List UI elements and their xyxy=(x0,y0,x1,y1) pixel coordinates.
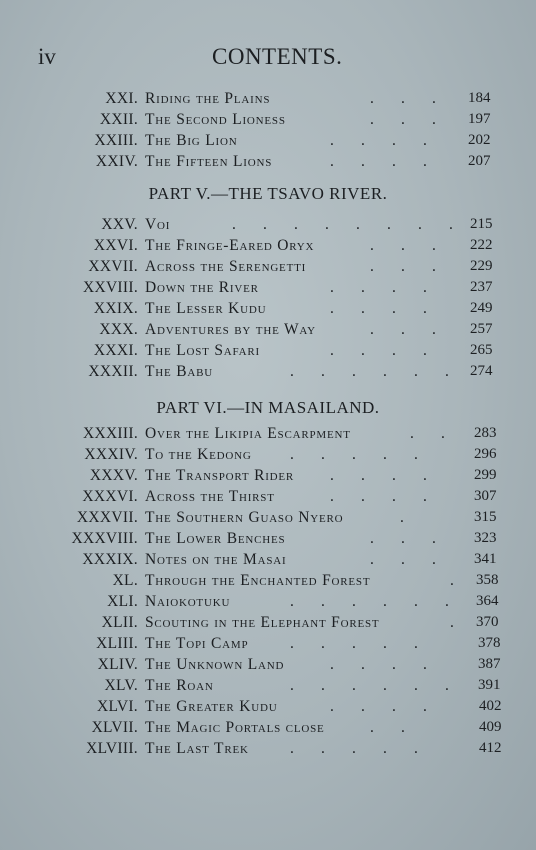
chapter-page: 358 xyxy=(476,572,499,588)
chapter-title: Riding the Plains xyxy=(145,90,271,107)
toc-entry xyxy=(0,635,536,657)
chapter-number: XXVI. xyxy=(93,237,138,254)
toc-entry xyxy=(0,300,536,322)
leader-dots: . . . . xyxy=(330,342,427,359)
chapter-page: 274 xyxy=(470,363,493,379)
leader-dots: . xyxy=(400,509,404,526)
chapter-number: XLI. xyxy=(107,593,138,610)
leader-dots: . . . . . xyxy=(290,740,418,757)
toc-entry xyxy=(0,216,536,238)
toc-entry xyxy=(0,425,536,447)
page-title: CONTENTS. xyxy=(212,44,343,69)
leader-dots: . xyxy=(450,572,454,589)
chapter-number: XLIV. xyxy=(97,656,138,673)
leader-dots: . . . xyxy=(370,237,436,254)
toc-entry xyxy=(0,446,536,468)
toc-entry xyxy=(0,593,536,615)
leader-dots: . . . . xyxy=(330,698,427,715)
leader-dots: . . . . . . xyxy=(290,593,449,610)
leader-dots: . . xyxy=(370,719,405,736)
chapter-title: The Babu xyxy=(145,363,213,380)
chapter-number: XXVII. xyxy=(88,258,138,275)
chapter-page: 402 xyxy=(479,698,502,714)
chapter-title: The Second Lioness xyxy=(145,111,286,128)
chapter-page: 249 xyxy=(470,300,493,316)
chapter-title: The Fifteen Lions xyxy=(145,153,273,170)
chapter-number: XXXIV. xyxy=(84,446,138,463)
chapter-page: 202 xyxy=(468,132,491,148)
chapter-title: The Fringe-Eared Oryx xyxy=(145,237,315,254)
chapter-page: 378 xyxy=(478,635,501,651)
leader-dots: . . . . xyxy=(330,300,427,317)
chapter-page: 237 xyxy=(470,279,493,295)
chapter-page: 296 xyxy=(474,446,497,462)
toc-entry xyxy=(0,363,536,385)
chapter-title: The Southern Guaso Nyero xyxy=(145,509,344,526)
toc-entry xyxy=(0,698,536,720)
chapter-number: XXXIX. xyxy=(82,551,138,568)
toc-entry xyxy=(0,153,536,175)
leader-dots: . . . xyxy=(370,551,436,568)
toc-entry xyxy=(0,467,536,489)
chapter-number: XXIII. xyxy=(94,132,138,149)
chapter-number: XXX. xyxy=(99,321,138,338)
leader-dots: . . . . xyxy=(330,279,427,296)
chapter-number: XXXIII. xyxy=(82,425,138,442)
part-vi-heading: PART VI.—IN MASAILAND. xyxy=(156,398,380,417)
leader-dots: . . . xyxy=(370,258,436,275)
chapter-title: Notes on the Masai xyxy=(145,551,287,568)
toc-entry xyxy=(0,279,536,301)
chapter-title: Across the Thirst xyxy=(145,488,275,505)
chapter-title: The Lost Safari xyxy=(145,342,260,359)
chapter-title: The Magic Portals close xyxy=(145,719,325,736)
chapter-number: XLII. xyxy=(101,614,138,631)
chapter-title: The Big Lion xyxy=(145,132,238,149)
chapter-number: XXXVIII. xyxy=(71,530,138,547)
chapter-page: 412 xyxy=(479,740,502,756)
chapter-page: 315 xyxy=(474,509,497,525)
chapter-number: XLIII. xyxy=(96,635,138,652)
chapter-number: XL. xyxy=(112,572,138,589)
part-v-heading: PART V.—THE TSAVO RIVER. xyxy=(148,184,388,203)
chapter-number: XXVIII. xyxy=(82,279,138,296)
toc-entry xyxy=(0,132,536,154)
toc-entry xyxy=(0,572,536,594)
chapter-number: XXII. xyxy=(99,111,138,128)
leader-dots: . . xyxy=(410,425,445,442)
chapter-title: Naiokotuku xyxy=(145,593,231,610)
chapter-page: 222 xyxy=(470,237,493,253)
chapter-title: Adventures by the Way xyxy=(145,321,316,338)
leader-dots: . . . . xyxy=(330,132,427,149)
chapter-number: XLVIII. xyxy=(86,740,138,757)
toc-entry xyxy=(0,551,536,573)
chapter-title: Over the Likipia Escarpment xyxy=(145,425,351,442)
chapter-page: 323 xyxy=(474,530,497,546)
chapter-number: XXV. xyxy=(101,216,138,233)
leader-dots: . . . . . . xyxy=(290,677,449,694)
toc-entry xyxy=(0,530,536,552)
leader-dots: . . . . xyxy=(330,467,427,484)
leader-dots: . . . . xyxy=(330,656,427,673)
leader-dots: . . . . xyxy=(330,153,427,170)
chapter-page: 307 xyxy=(474,488,497,504)
leader-dots: . . . xyxy=(370,321,436,338)
chapter-page: 257 xyxy=(470,321,493,337)
chapter-page: 364 xyxy=(476,593,499,609)
chapter-page: 370 xyxy=(476,614,499,630)
page-header xyxy=(0,44,536,74)
chapter-number: XXIX. xyxy=(93,300,138,317)
toc-entry xyxy=(0,342,536,364)
page-number: iv xyxy=(38,44,56,69)
toc-entry xyxy=(0,719,536,741)
chapter-title: Across the Serengetti xyxy=(145,258,307,275)
chapter-number: XXXVI. xyxy=(82,488,138,505)
chapter-number: XXIV. xyxy=(95,153,138,170)
leader-dots: . . . . . . xyxy=(290,363,449,380)
chapter-number: XXXII. xyxy=(88,363,138,380)
toc-entry xyxy=(0,677,536,699)
chapter-number: XXI. xyxy=(105,90,138,107)
leader-dots: . . . . . xyxy=(290,446,418,463)
chapter-page: 409 xyxy=(479,719,502,735)
chapter-title: To the Kedong xyxy=(145,446,252,463)
chapter-page: 341 xyxy=(474,551,497,567)
chapter-page: 197 xyxy=(468,111,491,127)
chapter-title: Scouting in the Elephant Forest xyxy=(145,614,380,631)
chapter-title: The Topi Camp xyxy=(145,635,249,652)
chapter-number: XLVII. xyxy=(91,719,138,736)
chapter-title: The Unknown Land xyxy=(145,656,285,673)
toc-entry xyxy=(0,321,536,343)
chapter-number: XXXI. xyxy=(93,342,138,359)
chapter-title: The Lower Benches xyxy=(145,530,286,547)
chapter-page: 207 xyxy=(468,153,491,169)
chapter-number: XLVI. xyxy=(97,698,138,715)
chapter-page: 391 xyxy=(478,677,501,693)
toc-entry xyxy=(0,237,536,259)
toc-entry xyxy=(0,509,536,531)
toc-entry xyxy=(0,488,536,510)
chapter-page: 229 xyxy=(470,258,493,274)
leader-dots: . . . . xyxy=(330,488,427,505)
chapter-page: 265 xyxy=(470,342,493,358)
chapter-title: The Lesser Kudu xyxy=(145,300,267,317)
chapter-number: XLV. xyxy=(104,677,138,694)
leader-dots: . . . xyxy=(370,530,436,547)
chapter-page: 299 xyxy=(474,467,497,483)
toc-entry xyxy=(0,258,536,280)
leader-dots: . . . xyxy=(370,111,436,128)
chapter-page: 283 xyxy=(474,425,497,441)
chapter-title: The Transport Rider xyxy=(145,467,295,484)
chapter-number: XXXV. xyxy=(89,467,138,484)
leader-dots: . . . . . . . . xyxy=(232,216,453,233)
leader-dots: . . . . . xyxy=(290,635,418,652)
toc-entry xyxy=(0,740,536,762)
toc-entry xyxy=(0,656,536,678)
leader-dots: . xyxy=(450,614,454,631)
chapter-title: Down the River xyxy=(145,279,259,296)
chapter-title: The Greater Kudu xyxy=(145,698,278,715)
toc-entry xyxy=(0,111,536,133)
toc-entry xyxy=(0,90,536,112)
chapter-title: The Roan xyxy=(145,677,214,694)
chapter-page: 184 xyxy=(468,90,491,106)
chapter-title: Voi xyxy=(145,216,171,233)
chapter-number: XXXVII. xyxy=(76,509,138,526)
leader-dots: . . . xyxy=(370,90,436,107)
chapter-page: 387 xyxy=(478,656,501,672)
toc-entry xyxy=(0,614,536,636)
chapter-title: The Last Trek xyxy=(145,740,249,757)
chapter-title: Through the Enchanted Forest xyxy=(145,572,371,589)
chapter-page: 215 xyxy=(470,216,493,232)
